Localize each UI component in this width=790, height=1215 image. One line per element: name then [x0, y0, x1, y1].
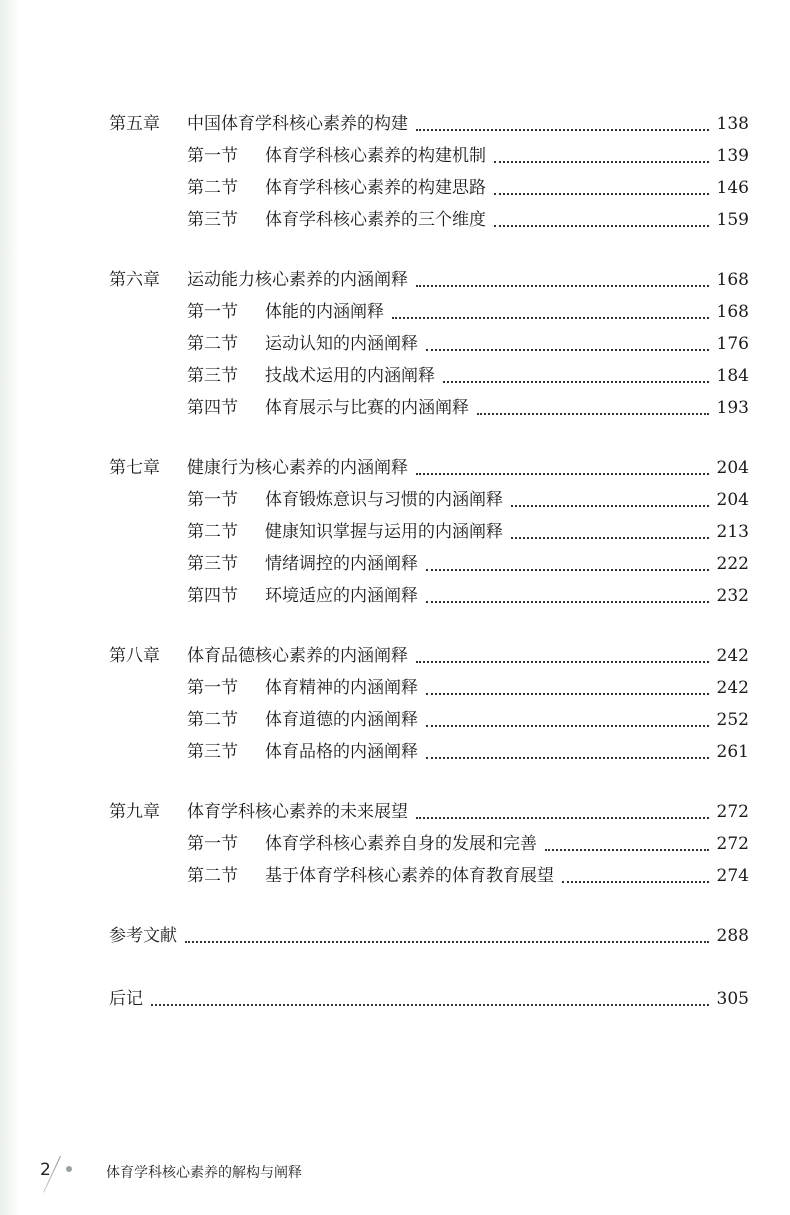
dot-leader [562, 869, 709, 883]
toc-chapter-entry-page: 272 [716, 802, 749, 822]
toc-section-entry-label [187, 704, 418, 736]
toc-chapter-entry-number: 第八章 [109, 646, 160, 666]
toc-section-entry-number: 第三节 [187, 742, 238, 762]
toc-chapter-group [109, 264, 749, 424]
dot-icon [66, 1166, 72, 1172]
toc-section-entry-title: 体育展示与比赛的内涵阐释 [265, 398, 469, 418]
toc-chapter-entry-label [109, 640, 408, 672]
dot-leader [392, 305, 709, 319]
toc-section-entry[interactable] [109, 736, 749, 768]
toc-chapter-entry-title: 体育品德核心素养的内涵阐释 [187, 646, 408, 666]
toc-extra-entry-label [109, 920, 177, 952]
toc-section-entry-page: 204 [716, 490, 749, 510]
toc-section-entry-number: 第四节 [187, 398, 238, 418]
toc-section-entry-number: 第二节 [187, 178, 238, 198]
toc-section-entry-number: 第二节 [187, 866, 238, 886]
toc-chapter-entry[interactable] [109, 796, 749, 828]
toc-extra-group [109, 920, 749, 952]
toc-extra-entry-label [109, 983, 143, 1015]
toc-section-entry-page: 146 [716, 178, 749, 198]
toc-section-entry-number: 第二节 [187, 710, 238, 730]
toc-chapter-group [109, 796, 749, 892]
toc-section-entry-label [187, 484, 503, 516]
toc-section-entry-title: 健康知识掌握与运用的内涵阐释 [265, 522, 503, 542]
toc-chapter-entry-page: 204 [716, 458, 749, 478]
dot-leader [416, 805, 709, 819]
toc-chapter-entry-page: 168 [716, 270, 749, 290]
toc-chapter-entry-title: 中国体育学科核心素养的构建 [187, 114, 408, 134]
toc-chapter-entry-title: 体育学科核心素养的未来展望 [187, 802, 408, 822]
toc-chapter-entry[interactable] [109, 452, 749, 484]
toc-extra-entry-title: 后记 [109, 989, 143, 1009]
toc-section-entry-title: 体育学科核心素养的构建思路 [265, 178, 486, 198]
dot-leader [416, 273, 709, 287]
toc-section-entry-page: 242 [716, 678, 749, 698]
toc-section-entry-label [187, 548, 418, 580]
toc-section-entry-label [187, 328, 418, 360]
toc-section-entry-title: 运动认知的内涵阐释 [265, 334, 418, 354]
toc-section-entry-number: 第二节 [187, 334, 238, 354]
dot-leader [185, 929, 709, 943]
dot-leader [416, 649, 709, 663]
toc-section-entry-page: 184 [716, 366, 749, 386]
toc-chapter-entry-page: 138 [716, 114, 749, 134]
toc-section-entry[interactable] [109, 392, 749, 424]
dot-leader [416, 461, 709, 475]
toc-section-entry-title: 情绪调控的内涵阐释 [265, 554, 418, 574]
toc-section-entry-title: 基于体育学科核心素养的体育教育展望 [265, 866, 554, 886]
toc-chapter-entry[interactable] [109, 264, 749, 296]
toc-section-entry-title: 体育学科核心素养的三个维度 [265, 210, 486, 230]
toc-chapter-entry-page: 242 [716, 646, 749, 666]
toc-extra-entry-title: 参考文献 [109, 926, 177, 946]
toc-section-entry-page: 252 [716, 710, 749, 730]
toc-section-entry-label [187, 172, 486, 204]
toc-section-entry[interactable] [109, 204, 749, 236]
toc-section-entry[interactable] [109, 296, 749, 328]
table-of-contents [109, 108, 749, 1046]
toc-section-entry[interactable] [109, 828, 749, 860]
toc-section-entry[interactable] [109, 548, 749, 580]
toc-chapter-entry-number: 第七章 [109, 458, 160, 478]
toc-section-entry-label [187, 140, 486, 172]
toc-section-entry-label [187, 860, 554, 892]
toc-extra-group [109, 983, 749, 1015]
toc-chapter-entry-title: 运动能力核心素养的内涵阐释 [187, 270, 408, 290]
toc-chapter-entry[interactable] [109, 640, 749, 672]
toc-chapter-entry-number: 第六章 [109, 270, 160, 290]
toc-section-entry-page: 222 [716, 554, 749, 574]
toc-section-entry[interactable] [109, 516, 749, 548]
toc-section-entry[interactable] [109, 484, 749, 516]
toc-extra-entry-page: 305 [716, 989, 749, 1009]
page-edge-shade [0, 0, 20, 1215]
toc-section-entry-page: 213 [716, 522, 749, 542]
toc-chapter-entry-label [109, 452, 408, 484]
toc-section-entry-title: 技战术运用的内涵阐释 [265, 366, 435, 386]
toc-section-entry[interactable] [109, 704, 749, 736]
dot-leader [494, 213, 709, 227]
toc-chapter-entry-title: 健康行为核心素养的内涵阐释 [187, 458, 408, 478]
dot-leader [426, 713, 709, 727]
dot-leader [511, 525, 709, 539]
toc-section-entry[interactable] [109, 140, 749, 172]
toc-section-entry-label [187, 204, 486, 236]
toc-section-entry-number: 第三节 [187, 210, 238, 230]
toc-section-entry-page: 193 [716, 398, 749, 418]
toc-extra-entry-page: 288 [716, 926, 749, 946]
toc-section-entry-title: 体育品格的内涵阐释 [265, 742, 418, 762]
toc-section-entry-number: 第一节 [187, 678, 238, 698]
toc-extra-entry[interactable] [109, 983, 749, 1015]
toc-section-entry-page: 274 [716, 866, 749, 886]
toc-extra-entry[interactable] [109, 920, 749, 952]
toc-section-entry-title: 体育精神的内涵阐释 [265, 678, 418, 698]
toc-section-entry-number: 第一节 [187, 834, 238, 854]
toc-section-entry-page: 168 [716, 302, 749, 322]
toc-section-entry-title: 体育道德的内涵阐释 [265, 710, 418, 730]
toc-section-entry-number: 第一节 [187, 302, 238, 322]
toc-section-entry-label [187, 360, 435, 392]
dot-leader [151, 992, 709, 1006]
toc-section-entry-title: 体育学科核心素养的构建机制 [265, 146, 486, 166]
toc-section-entry-label [187, 392, 469, 424]
toc-section-entry[interactable] [109, 172, 749, 204]
toc-section-entry-page: 176 [716, 334, 749, 354]
toc-section-entry-label [187, 516, 503, 548]
dot-leader [494, 181, 709, 195]
dot-leader [426, 681, 709, 695]
toc-section-entry-label [187, 828, 537, 860]
toc-section-entry-label [187, 580, 418, 612]
toc-section-entry[interactable] [109, 860, 749, 892]
toc-section-entry-label [187, 672, 418, 704]
toc-chapter-entry-number: 第五章 [109, 114, 160, 134]
toc-section-entry-number: 第一节 [187, 146, 238, 166]
toc-section-entry[interactable] [109, 672, 749, 704]
dot-leader [545, 837, 709, 851]
toc-section-entry-label [187, 736, 418, 768]
toc-section-entry-label [187, 296, 384, 328]
toc-chapter-entry-label [109, 264, 408, 296]
dot-leader [443, 369, 709, 383]
toc-section-entry-number: 第二节 [187, 522, 238, 542]
toc-chapter-entry-number: 第九章 [109, 802, 160, 822]
dot-leader [494, 149, 709, 163]
toc-chapter-group [109, 640, 749, 768]
page-number: 2 [40, 1160, 51, 1180]
dot-leader [426, 745, 709, 759]
toc-section-entry[interactable] [109, 328, 749, 360]
toc-section-entry-page: 232 [716, 586, 749, 606]
dot-leader [426, 557, 709, 571]
toc-section-entry[interactable] [109, 580, 749, 612]
toc-section-entry-page: 272 [716, 834, 749, 854]
page-footer [0, 1150, 790, 1215]
toc-section-entry-number: 第三节 [187, 366, 238, 386]
dot-leader [426, 337, 709, 351]
dot-leader [416, 117, 709, 131]
toc-section-entry-number: 第一节 [187, 490, 238, 510]
toc-section-entry-number: 第三节 [187, 554, 238, 574]
running-book-title: 体育学科核心素养的解构与阐释 [106, 1165, 302, 1181]
toc-chapter-entry-label [109, 108, 408, 140]
toc-section-entry-title: 体能的内涵阐释 [265, 302, 384, 322]
toc-section-entry-number: 第四节 [187, 586, 238, 606]
dot-leader [426, 589, 709, 603]
toc-section-entry-page: 139 [716, 146, 749, 166]
toc-section-entry-title: 环境适应的内涵阐释 [265, 586, 418, 606]
toc-section-entry-page: 261 [716, 742, 749, 762]
toc-section-entry[interactable] [109, 360, 749, 392]
toc-chapter-entry[interactable] [109, 108, 749, 140]
toc-section-entry-title: 体育学科核心素养自身的发展和完善 [265, 834, 537, 854]
toc-chapter-entry-label [109, 796, 408, 828]
toc-section-entry-page: 159 [716, 210, 749, 230]
toc-chapter-group [109, 452, 749, 612]
dot-leader [511, 493, 709, 507]
toc-chapter-group [109, 108, 749, 236]
dot-leader [477, 401, 709, 415]
toc-section-entry-title: 体育锻炼意识与习惯的内涵阐释 [265, 490, 503, 510]
